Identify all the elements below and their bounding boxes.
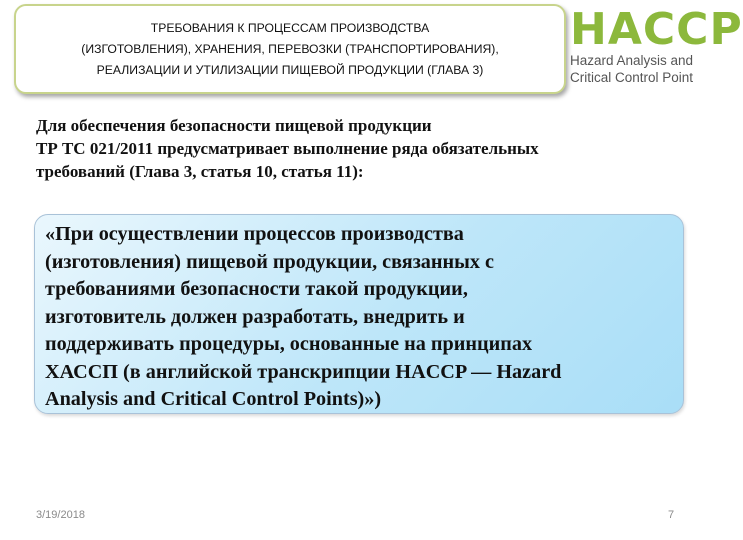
quote-line: изготовитель должен разработать, внедрить и: [45, 305, 465, 328]
footer-date: 3/19/2018: [36, 509, 85, 521]
intro-line: ТР ТС 021/2011 предусматривает выполнение ряда обязательных: [36, 139, 539, 158]
slide-title-line: ТРЕБОВАНИЯ К ПРОЦЕССАМ ПРОИЗВОДСТВА: [150, 20, 430, 35]
logo-subtitle-line: Hazard Analysis and: [570, 53, 694, 68]
quote-line: требованиями безопасности такой продукции,: [45, 278, 468, 300]
slide-title-box: [14, 4, 566, 94]
quote-box: [34, 214, 684, 414]
quote-line: «При осуществлении процессов производства: [45, 223, 464, 245]
quote-line: Analysis and Critical Control Points)»): [45, 388, 382, 410]
quote-line: (изготовления) пищевой продукции, связанных с: [45, 250, 495, 273]
intro-line: требований (Глава 3, статья 10, статья 11):: [36, 162, 364, 181]
quote-text: [45, 221, 685, 414]
quote-line: ХАССП (в английской транскрипции HACCP — Hazard: [45, 360, 562, 383]
intro-line: Для обеспечения безопасности пищевой продукции: [36, 116, 432, 135]
logo-subtitle-line: Critical Control Point: [570, 70, 694, 85]
intro-paragraph: [36, 114, 676, 183]
haccp-logo: [570, 4, 743, 88]
page-number: 7: [668, 509, 675, 521]
slide-title-line: РЕАЛИЗАЦИИ И УТИЛИЗАЦИИ ПИЩЕВОЙ ПРОДУКЦИИ (ГЛАВА 3): [96, 62, 484, 77]
logo-word: HACCP: [570, 4, 743, 55]
quote-line: поддерживать процедуры, основанные на принципах: [45, 333, 533, 355]
slide-title-line: (ИЗГОТОВЛЕНИЯ), ХРАНЕНИЯ, ПЕРЕВОЗКИ (ТРАНСПОРТИРОВАНИЯ),: [81, 41, 499, 56]
